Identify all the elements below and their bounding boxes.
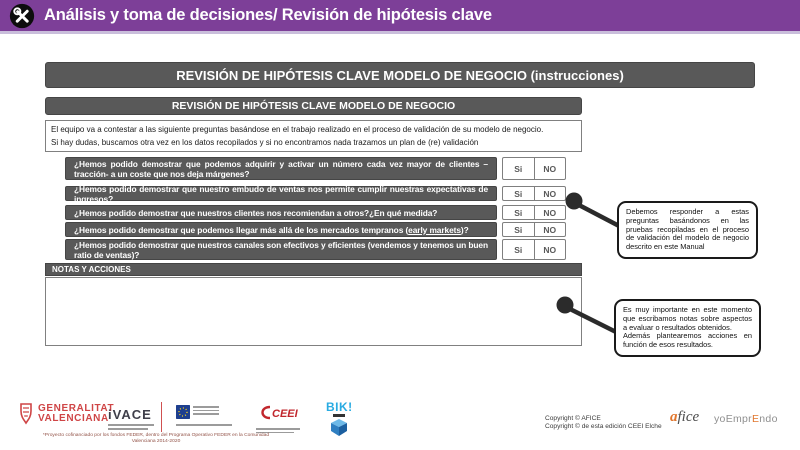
answer-1-yes[interactable]: Si	[514, 163, 523, 174]
question-2-text: ¿Hemos podido demostrar que nuestro embudo de ventas nos permite cumplir nuestras expectativas de ingresos?	[74, 183, 488, 204]
footer	[0, 395, 800, 450]
header-accent-strip	[0, 31, 800, 34]
question-3-text: ¿Hemos podido demostrar que nuestros clientes nos recomiendan a otros?¿En qué medida?	[74, 207, 438, 218]
eu-flag-icon	[176, 405, 190, 419]
generalitat-valenciana-logo	[18, 403, 114, 425]
question-4	[65, 222, 497, 237]
callout-instructions-notes	[614, 299, 761, 357]
bik-cube-icon	[329, 417, 349, 437]
page-title: Análisis y toma de decisiones/ Revisión de hipótesis clave	[44, 6, 492, 24]
bik-logo	[326, 400, 353, 442]
ivace-logo-text: iVACE	[108, 407, 152, 422]
ceei-logo-text: CEEI	[272, 408, 298, 420]
question-1	[65, 157, 497, 180]
eu-text-line-1	[193, 406, 219, 408]
answer-box-3	[502, 205, 566, 220]
callout-1-anchor-dot	[566, 193, 583, 210]
callout-1-text: Debemos responder a estas preguntas basándonos en las pruebas recopiladas en el proceso de validación del modelo de negocio descrito en este Manual	[626, 207, 749, 252]
gv-logo-line-2: VALENCIANA	[38, 413, 109, 424]
question-4-underlined-term: early markets	[408, 224, 461, 235]
ceei-sub-line-1	[256, 428, 300, 430]
notes-title-bar: NOTAS Y ACCIONES	[45, 263, 582, 276]
notes-input[interactable]	[45, 277, 582, 346]
answer-box-1	[502, 157, 566, 180]
eu-text-line-2	[193, 410, 219, 412]
answer-3-yes[interactable]: Si	[514, 207, 523, 218]
intro-box	[45, 120, 582, 152]
footer-divider	[161, 402, 162, 432]
answer-box-5	[502, 239, 566, 260]
intro-line-1: El equipo va a contestar a las siguiente preguntas basándose en el trabajo realizado en el proceso de validación de su modelo de negocio.	[51, 125, 544, 134]
answer-2-yes[interactable]: Si	[514, 188, 523, 199]
question-2	[65, 183, 497, 204]
bik-logo-text: BIK!	[326, 400, 353, 414]
ceei-swoosh-icon	[256, 405, 314, 421]
copyright-text	[545, 415, 662, 432]
answer-4-yes[interactable]: Si	[514, 224, 523, 235]
gv-logo-line-1: GENERALITAT	[38, 403, 115, 414]
answer-5-yes[interactable]: Si	[514, 244, 523, 255]
afice-logo: afice	[670, 409, 700, 425]
eu-tagline	[176, 424, 232, 426]
intro-line-2: Si hay dudas, buscamos otra vez en los datos recopilados y si no encontramos nada trazamos un plan de (re) validación	[51, 138, 479, 147]
answer-5-no[interactable]: NO	[534, 240, 566, 259]
question-1-text: ¿Hemos podido demostrar que podemos adquirir y activar un número cada vez mayor de clientes –tracción- a un coste que nos deja márgenes?	[74, 158, 488, 179]
ivace-logo	[108, 407, 154, 430]
copyright-line-1: Copyright © AFICE	[545, 415, 601, 422]
answer-2-no[interactable]: NO	[534, 187, 566, 200]
yoemprendo-logo: yoEmprEndo	[714, 413, 778, 425]
question-3	[65, 205, 497, 220]
main-title-bar: REVISIÓN DE HIPÓTESIS CLAVE MODELO DE NEGOCIO (instrucciones)	[45, 62, 755, 88]
tools-icon	[9, 3, 35, 29]
eu-funding-logo	[176, 405, 246, 426]
funding-note	[28, 433, 284, 444]
ivace-sub-line-1	[108, 424, 154, 426]
callout-2-line-2: Además plantearemos acciones en función de esos resultados.	[623, 331, 752, 350]
eu-text-line-3	[193, 413, 219, 415]
answer-4-no[interactable]: NO	[534, 223, 566, 236]
subtitle-bar: REVISIÓN DE HIPÓTESIS CLAVE MODELO DE NEGOCIO	[45, 97, 582, 115]
answer-box-2	[502, 186, 566, 201]
answer-box-4	[502, 222, 566, 237]
funding-note-line-1: *Proyecto cofinanciado por los fondos FEDER, dentro del Programa Operativo FEDER en la Comunidad	[42, 433, 270, 438]
header-bar	[0, 0, 800, 31]
question-5	[65, 239, 497, 260]
question-4-text: ¿Hemos podido demostrar que podemos llegar más allá de los mercados tempranos (early markets)?	[74, 224, 469, 235]
funding-note-line-2: Valenciana 2014-2020	[131, 438, 181, 444]
copyright-line-2: Copyright © de esta edición CEEI Elche	[545, 423, 662, 431]
question-5-text: ¿Hemos podido demostrar que nuestros canales son efectivos y eficientes (vendemos y tenemos un buen ratio de ventas)?	[74, 239, 488, 260]
ceei-logo	[256, 405, 314, 433]
callout-instructions-questions	[617, 201, 758, 259]
callout-1-line	[577, 204, 621, 227]
answer-3-no[interactable]: NO	[534, 206, 566, 219]
ivace-sub-line-2	[108, 428, 148, 430]
callout-2-line-1: Es muy importante en este momento que escribamos notas sobre aspectos a evaluar o resultados obtenidos.	[623, 305, 752, 332]
gv-crest-icon	[18, 403, 34, 425]
answer-1-no[interactable]: NO	[534, 158, 566, 179]
